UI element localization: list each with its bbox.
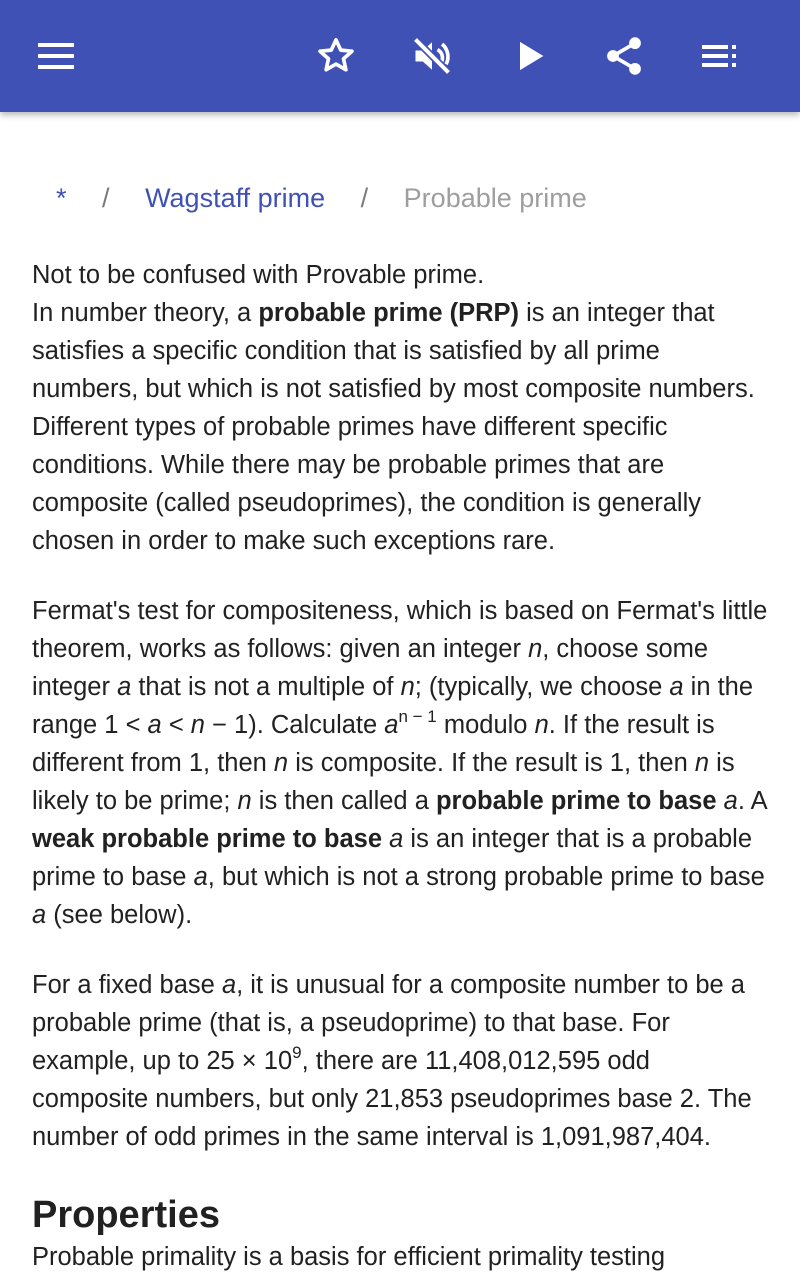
var: n — [528, 635, 543, 663]
article-paragraph-pseudoprimes — [32, 966, 772, 1156]
var: n — [400, 673, 415, 701]
breadcrumb — [56, 180, 587, 220]
var: a — [193, 863, 208, 891]
app-toolbar — [0, 0, 800, 112]
playlist-icon — [700, 36, 740, 76]
bold-term: probable prime (PRP) — [258, 299, 520, 327]
star-icon — [314, 34, 358, 78]
var: a — [723, 787, 738, 815]
superscript: n − 1 — [398, 706, 437, 726]
text: in the range 1 < — [32, 673, 754, 739]
var: a — [389, 825, 404, 853]
text: modulo — [436, 711, 535, 739]
var: n — [694, 749, 710, 777]
text: For a fixed base — [32, 971, 222, 999]
var: a — [221, 971, 237, 999]
breadcrumb-root[interactable]: * — [56, 183, 67, 213]
article-content — [32, 256, 772, 1276]
text: that is not a multiple of — [131, 673, 401, 701]
var: n — [190, 711, 205, 739]
var: n — [534, 711, 549, 739]
menu-button[interactable] — [24, 24, 88, 88]
volume-off-icon — [410, 34, 454, 78]
bold-term: weak probable prime to base — [32, 825, 390, 853]
breadcrumb-separator: / — [102, 183, 110, 213]
section-heading-properties: Properties — [32, 1194, 220, 1236]
text: ; (typically, we choose — [414, 673, 670, 701]
text: is then called a — [251, 787, 436, 815]
text: is composite. If the result is 1, then — [288, 749, 695, 777]
bold-term: probable prime to base — [435, 787, 724, 815]
breadcrumb-parent-link[interactable]: Wagstaff prime — [145, 183, 326, 213]
text: − 1). Calculate — [204, 711, 385, 739]
play-icon — [510, 36, 550, 76]
text: . If the result is different from 1, then — [32, 711, 715, 777]
text: (see below). — [46, 901, 193, 929]
hatnote — [32, 256, 772, 294]
text: , it is unusual for a composite number to be a probable prime (that is, a pseudoprime) to that base. For example, up to 25 × 10 — [32, 971, 745, 1075]
play-button[interactable] — [498, 24, 562, 88]
text: , there are 11,408,012,595 odd composite numbers, but only 21,853 pseudoprimes base 2. The number of odd primes in the same interval is 1,091,987,404. — [32, 1047, 752, 1151]
hamburger-menu-icon — [36, 36, 76, 76]
bookmark-button[interactable] — [304, 24, 368, 88]
article-paragraph-intro — [32, 294, 772, 560]
text: In number theory, a — [32, 299, 259, 327]
text: is an integer that satisfies a specific condition that is satisfied by all prime numbers, but which is not satisfied by most composite numbers. Different types of probable primes have different specific conditions. While there may be probable primes that are composite (called pseudoprimes), the condition is generally chosen in order to make such exceptions rare. — [32, 299, 755, 555]
breadcrumb-separator: / — [360, 183, 369, 213]
breadcrumb-current: Probable prime — [403, 183, 587, 213]
var: a — [147, 711, 162, 739]
text: , but which is not a strong probable prime to base — [207, 863, 765, 891]
text: . A — [737, 787, 767, 815]
text: , choose some integer — [32, 635, 709, 701]
text: < — [161, 711, 191, 739]
contents-button[interactable] — [688, 24, 752, 88]
article-paragraph-properties — [32, 1238, 772, 1276]
text: Fermat's test for compositeness, which is based on Fermat's little theorem, works as follows: given an integer — [32, 597, 768, 663]
var: a — [384, 711, 399, 739]
mute-button[interactable] — [400, 24, 464, 88]
var: a — [32, 901, 47, 929]
text: is likely to be prime; — [32, 749, 735, 815]
text: Probable primality is a basis for efficient primality testing — [32, 1243, 666, 1271]
var: a — [669, 673, 684, 701]
hatnote-text[interactable]: Not to be confused with Provable prime. — [32, 261, 485, 289]
superscript: 9 — [292, 1042, 302, 1062]
text: is an integer that is a probable prime to base — [32, 825, 753, 891]
var: n — [273, 749, 289, 777]
var: n — [237, 787, 252, 815]
share-icon — [602, 34, 646, 78]
share-button[interactable] — [592, 24, 656, 88]
article-paragraph-fermat — [32, 592, 772, 934]
var: a — [117, 673, 132, 701]
